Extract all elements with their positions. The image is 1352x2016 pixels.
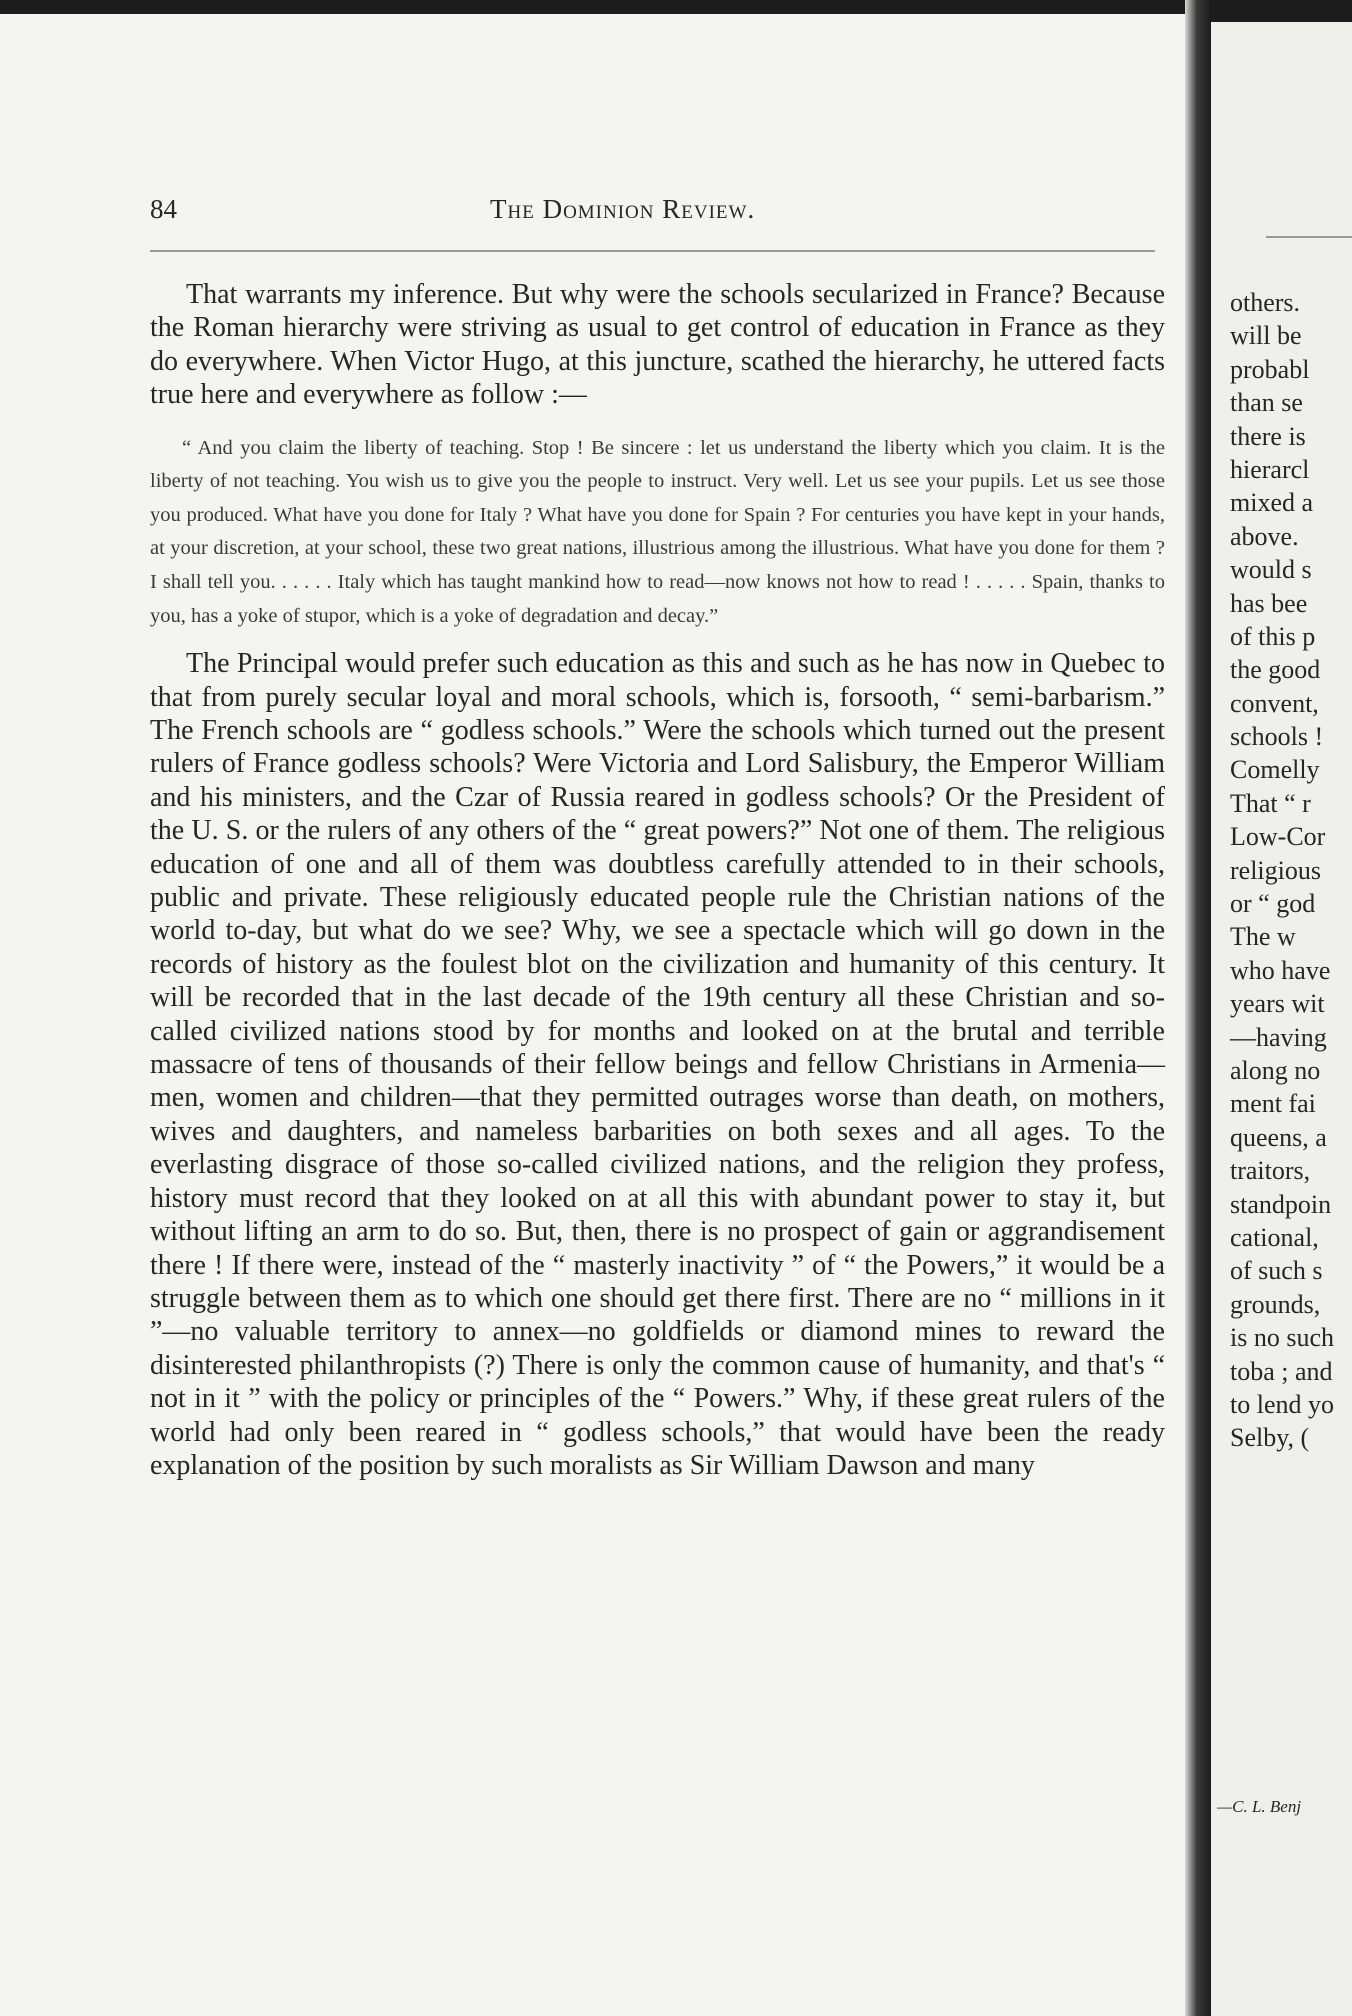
right-page-line: the good <box>1230 655 1321 685</box>
right-page-line: Comelly <box>1230 755 1320 785</box>
page-header <box>150 194 1150 234</box>
header-rule <box>150 250 1155 252</box>
right-page-line: The w <box>1230 922 1296 952</box>
right-page-line: who have <box>1230 955 1331 985</box>
right-page-line: will be <box>1230 321 1302 351</box>
right-page-line: above. <box>1230 521 1299 551</box>
right-page-line: convent, <box>1230 688 1319 718</box>
right-page-line: —having <box>1230 1022 1327 1052</box>
right-page-line: mixed a <box>1230 488 1314 518</box>
right-page-line: traitors, <box>1230 1156 1311 1186</box>
right-page-line: Low-Cor <box>1230 822 1326 852</box>
running-title: The Dominion Review. <box>490 194 756 224</box>
right-page-line: religious <box>1230 855 1321 885</box>
right-page-line: Selby, ( <box>1230 1423 1310 1453</box>
right-page-line: there is <box>1230 421 1306 451</box>
right-page-credit: —C. L. Benj <box>1217 1797 1302 1816</box>
article-body <box>150 278 1165 1482</box>
right-page-line: ment fai <box>1230 1089 1316 1119</box>
right-page-line: probabl <box>1230 354 1310 384</box>
right-header-rule <box>1266 236 1352 238</box>
right-page-line: or “ god <box>1230 889 1316 919</box>
page-number: 84 <box>150 194 177 224</box>
right-page-text <box>1230 286 1352 1455</box>
right-page-line: would s <box>1230 555 1312 585</box>
right-page-line: of this p <box>1230 621 1316 651</box>
right-page-line: cational, <box>1230 1222 1319 1252</box>
right-page <box>1211 22 1352 2016</box>
paragraph-intro: That warrants my inference. But why were the schools secularized in France? Because the Roman hierarchy were striving as usual to get control of education in France as they do everywhere. When Victor Hugo, at this juncture, scathed the hierarchy, he uttered facts true here and everywhere as follow :— <box>150 279 1165 411</box>
right-page-line: hierarcl <box>1230 454 1310 484</box>
victor-hugo-quote: “ And you claim the liberty of teaching. Stop ! Be sincere : let us understand the liberty which you claim. It is the liberty of not teaching. You wish us to give you the people to instruct. Very well. Let us see your pupils. Let us see those you produced. What have you done for Italy ? What have you done for Spain ? For centuries you have kept in your hands, at your discretion, at your school, these two great nations, illustrious among the illustrious. What have you done for them ? I shall tell you. . . . . . Italy which has taught mankind how to read—now knows not how to read ! . . . . . Spain, thanks to you, has a yoke of stupor, which is a yoke of degradation and decay.” <box>150 436 1165 627</box>
right-page-line: That “ r <box>1230 788 1311 818</box>
right-page-line: years wit <box>1230 989 1325 1019</box>
right-page-line: queens, a <box>1230 1122 1327 1152</box>
right-page-line: toba ; and <box>1230 1356 1333 1386</box>
right-page-line: schools ! <box>1230 722 1324 752</box>
right-page-line: grounds, <box>1230 1289 1321 1319</box>
right-page-line: than se <box>1230 388 1303 418</box>
right-page-line: standpoin <box>1230 1189 1332 1219</box>
right-page-line: has bee <box>1230 588 1308 618</box>
book-gutter <box>1185 0 1211 2016</box>
right-page-line: along no <box>1230 1055 1321 1085</box>
right-page-line: is no such <box>1230 1323 1334 1353</box>
right-page-line: others. <box>1230 288 1301 317</box>
left-page <box>0 14 1195 2016</box>
right-page-line: of such s <box>1230 1256 1323 1286</box>
right-page-line: to lend yo <box>1230 1389 1334 1419</box>
paragraph-principal: The Principal would prefer such education as this and such as he has now in Quebec to that from purely secular loyal and moral schools, which is, forsooth, “ semi-barbarism.” The French schools are “ godless schools.” Were the schools which turned out the present rulers of France godless schools? Were Victoria and Lord Salisbury, the Emperor William and his ministers, and the Czar of Russia reared in godless schools? Or the President of the U. S. or the rulers of any others of the “ great powers?” Not one of them. The religious education of one and all of them was doubtless carefully attended to in their schools, public and private. These religiously educated people rule the Christian nations of the world to-day, but what do we see? Why, we see a spectacle which will go down in the records of history as the foulest blot on the civilization and humanity of this century. It will be recorded that in the last decade of the 19th century all these Christian and so-called civilized nations stood by for months and looked on at the brutal and terrible massacre of tens of thousands of their fellow beings and fellow Christians in Armenia—men, women and children—that they permitted outrages worse than death, on mothers, wives and daughters, and nameless barbarities on both sexes and all ages. To the everlasting disgrace of those so-called civilized nations, and the religion they profess, history must record that they looked on at all this with abundant power to stay it, but without lifting an arm to do so. But, then, there is no prospect of gain or aggrandisement there ! If there were, instead of the “ masterly inactivity ” of “ the Powers,” it would be a struggle between them as to which one should get there first. There are no “ millions in it ”—no valuable territory to annex—no goldfields or diamond mines to reward the disinterested philanthropists (?) There is only the common cause of humanity, and that's “ not in it ” with the policy or principles of the “ Powers.” Why, if these great rulers of the world had only been reared in “ godless schools,” that would have been the ready explanation of the position by such moralists as Sir William Dawson and many <box>150 648 1165 1481</box>
